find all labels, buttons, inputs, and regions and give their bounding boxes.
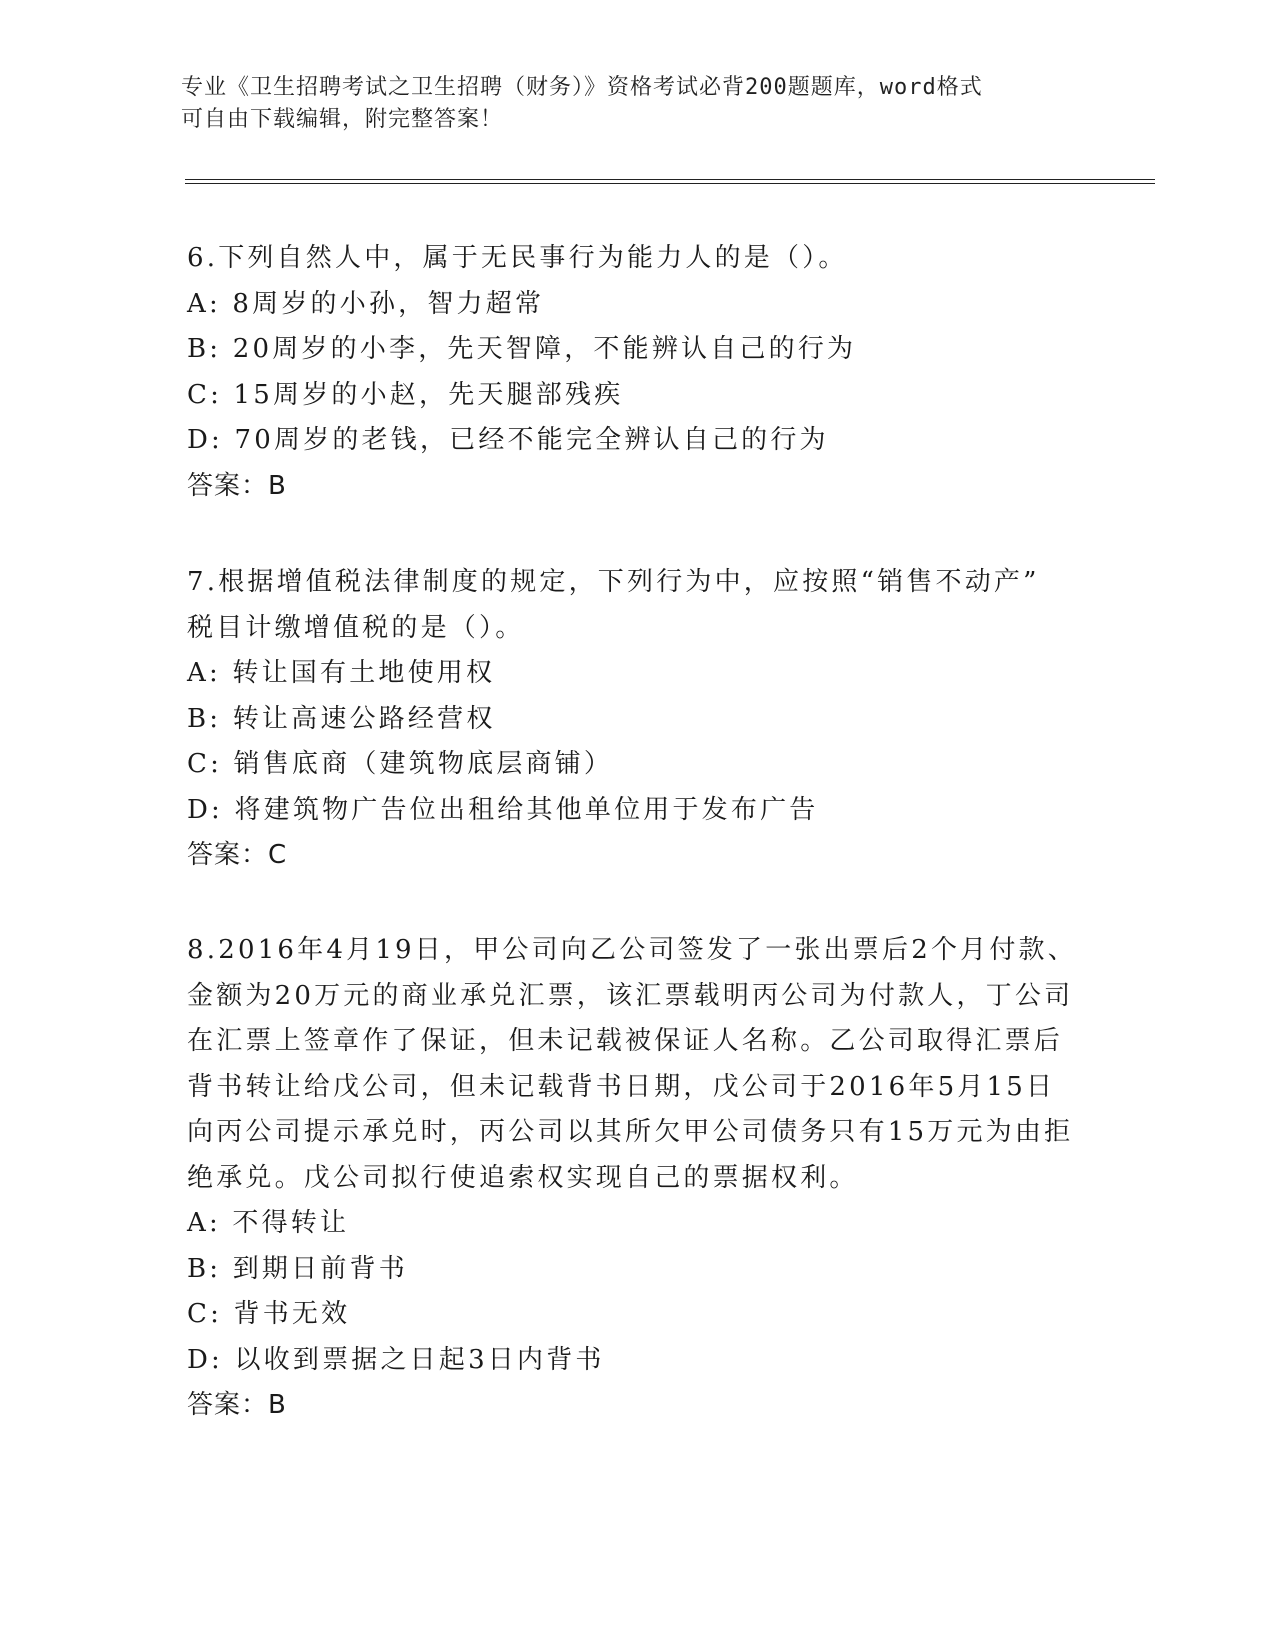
- question-text: 绝承兑。戊公司拟行使追索权实现自己的票据权利。: [187, 1162, 859, 1193]
- option-b: B: 到期日前背书: [187, 1253, 408, 1284]
- question-6: [187, 236, 1087, 509]
- question-text: 向丙公司提示承兑时，丙公司以其所欠甲公司债务只有15万元为由拒: [187, 1117, 1074, 1147]
- option-b: B: 20周岁的小李，先天智障，不能辨认自己的行为: [187, 334, 857, 364]
- answer-line: 答案：C: [187, 840, 288, 870]
- option-b: B: 转让高速公路经营权: [187, 703, 496, 734]
- question-text: 税目计缴增值税的是（）。: [187, 612, 525, 643]
- header-divider-top: [185, 179, 1155, 180]
- option-d: D: 70周岁的老钱，已经不能完全辨认自己的行为: [187, 425, 829, 455]
- option-c: C: 背书无效: [187, 1299, 351, 1329]
- option-a: A: 8周岁的小孙，智力超常: [187, 288, 545, 319]
- question-text: 6.下列自然人中，属于无民事行为能力人的是（）。: [187, 243, 848, 273]
- option-c: C: 15周岁的小赵，先天腿部残疾: [187, 379, 624, 410]
- header-line-1: 专业《卫生招聘考试之卫生招聘（财务）》资格考试必背200题题库，word格式: [181, 75, 983, 100]
- option-d: D: 将建筑物广告位出租给其他单位用于发布广告: [187, 794, 819, 825]
- question-text: 7.根据增值税法律制度的规定，下列行为中，应按照“销售不动产”: [187, 567, 1040, 597]
- option-a: A: 转让国有土地使用权: [187, 658, 496, 688]
- question-text: 背书转让给戊公司，但未记载背书日期，戊公司于2016年5月15日: [187, 1071, 1056, 1102]
- option-d: D: 以收到票据之日起3日内背书: [187, 1344, 605, 1375]
- option-a: A: 不得转让: [187, 1208, 350, 1238]
- question-8: [187, 928, 1087, 1429]
- header-divider-bottom: [185, 183, 1155, 184]
- question-text: 金额为20万元的商业承兑汇票，该汇票载明丙公司为付款人，丁公司: [187, 980, 1074, 1011]
- question-text: 在汇票上签章作了保证，但未记载被保证人名称。乙公司取得汇票后: [187, 1026, 1064, 1056]
- question-text: 8.2016年4月19日，甲公司向乙公司签发了一张出票后2个月付款、: [187, 935, 1077, 965]
- question-7: [187, 560, 1087, 879]
- option-c: C: 销售底商（建筑物底层商铺）: [187, 749, 614, 779]
- document-header: [181, 72, 1081, 136]
- header-line-2: 可自由下载编辑，附完整答案！: [181, 107, 504, 132]
- answer-line: 答案：B: [187, 470, 287, 501]
- answer-line: 答案：B: [187, 1390, 287, 1420]
